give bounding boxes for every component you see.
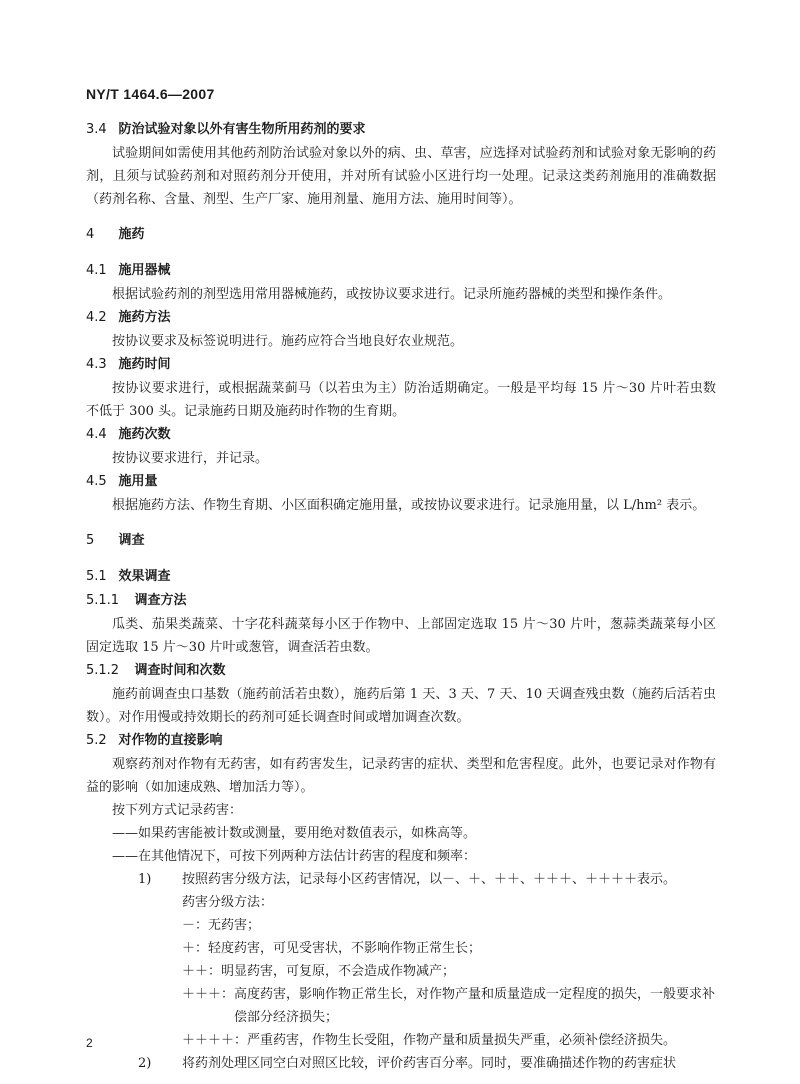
- section-number: 4.3: [86, 357, 107, 372]
- section-number: 4.2: [86, 310, 107, 325]
- grade-row: [182, 983, 716, 1029]
- section-number: 4: [86, 227, 95, 242]
- heading-4: [86, 223, 716, 247]
- heading-4-5: [86, 470, 716, 494]
- section-number: 4.4: [86, 427, 107, 442]
- paragraph-4-5: 根据施药方法、作物生育期、小区面积确定施用量，或按协议要求进行。记录施用量，以 L/hm² 表示。: [112, 498, 706, 513]
- heading-4-1: [86, 259, 716, 283]
- section-number: 5.1.2: [86, 663, 120, 678]
- heading-4-4: [86, 423, 716, 447]
- section-number: 5.2: [86, 733, 107, 748]
- heading-3-4: [86, 118, 716, 142]
- section-number: 5.1: [86, 569, 107, 584]
- dash-item-1: ——如果药害能被计数或测量，要用绝对数值表示，如株高等。: [112, 826, 477, 841]
- grade-symbol: ＋：: [182, 941, 209, 956]
- grade-symbol: ＋＋＋＋：: [182, 1033, 248, 1048]
- paragraph-4-2: 按协议要求及标签说明进行。施药应符合当地良好农业规范。: [112, 334, 464, 349]
- paragraph-4-1: 根据试验药剂的剂型选用常用器械施药，或按协议要求进行。记录所施药器械的类型和操作条件。: [112, 287, 672, 302]
- paragraph-5-1-1: 瓜类、茄果类蔬菜、十字花科蔬菜每小区于作物中、上部固定选取 15 片～30 片叶，葱蒜类蔬菜每小区固定选取 15 片～30 片叶或葱管，调查活若虫数。: [86, 617, 716, 655]
- grade-row: [182, 937, 716, 960]
- section-title: 效果调查: [118, 569, 171, 584]
- grading-list: [86, 914, 716, 1052]
- numbered-item-2: [86, 1052, 716, 1075]
- grade-symbol: ＋＋：: [182, 964, 222, 979]
- paragraph-5-2-2: 按下列方式记录药害：: [112, 803, 243, 818]
- section-number: 3.4: [86, 122, 107, 137]
- heading-5-1-2: [86, 659, 716, 683]
- heading-4-2: [86, 306, 716, 330]
- section-title: 对作物的直接影响: [118, 733, 223, 748]
- grade-symbol: －：: [182, 918, 209, 933]
- section-number: 4.1: [86, 263, 107, 278]
- section-title: 调查: [118, 533, 145, 548]
- grade-row: [182, 960, 716, 983]
- paragraph-3-4: 试验期间如需使用其他药剂防治试验对象以外的病、虫、草害，应选择对试验药剂和试验对象无影响的药剂，且须与试验药剂和对照药剂分开使用，并对所有试验小区进行均一处理。记录这类药剂施用的准确数据（药剂名称、含量、剂型、生产厂家、施用剂量、施用方法、施用时间等）。: [86, 146, 716, 207]
- item-text: 按照药害分级方法，记录每小区药害情况，以－、＋、＋＋、＋＋＋、＋＋＋＋表示。: [182, 872, 677, 887]
- section-title: 施用器械: [118, 263, 171, 278]
- item-number: 2): [138, 1056, 152, 1071]
- section-title: 调查方法: [134, 593, 187, 608]
- section-title: 施药: [118, 227, 145, 242]
- section-title: 调查时间和次数: [134, 663, 226, 678]
- grade-symbol: ＋＋＋：: [182, 987, 235, 1002]
- grade-text: 明显药害，可复原，不会造成作物减产；: [221, 964, 456, 979]
- heading-5-1: [86, 565, 716, 589]
- heading-5-2: [86, 729, 716, 753]
- grade-text: 严重药害，作物生长受阻，作物产量和质量损失严重，必须补偿经济损失。: [247, 1033, 677, 1048]
- standard-code: NY/T 1464.6—2007: [86, 86, 215, 102]
- item-number: 1): [138, 872, 152, 887]
- section-title: 施药方法: [118, 310, 171, 325]
- grading-title: 药害分级方法：: [182, 895, 274, 910]
- section-number: 5: [86, 533, 95, 548]
- grade-row: [182, 914, 716, 937]
- section-title: 施药次数: [118, 427, 171, 442]
- grade-text: 轻度药害，可见受害状，不影响作物正常生长；: [208, 941, 482, 956]
- item-text: 将药剂处理区同空白对照区比较，评价药害百分率。同时，要准确描述作物的药害症状: [182, 1056, 677, 1071]
- grade-row: [182, 1029, 716, 1052]
- page-number: 2: [86, 1036, 93, 1050]
- paragraph-4-3: 按协议要求进行，或根据蔬菜蓟马（以若虫为主）防治适期确定。一般是平均每 15 片～30 片叶若虫数不低于 300 头。记录施药日期及施药时作物的生育期。: [86, 381, 716, 419]
- grade-text: 无药害；: [208, 918, 261, 933]
- paragraph-5-2-1: 观察药剂对作物有无药害，如有药害发生，记录药害的症状、类型和危害程度。此外，也要记录对作物有益的影响（如加速成熟、增加活力等）。: [86, 757, 716, 795]
- heading-5-1-1: [86, 589, 716, 613]
- dash-item-2: ——在其他情况下，可按下列两种方法估计药害的程度和频率：: [112, 849, 477, 864]
- section-title: 施用量: [118, 474, 158, 489]
- main-content: [86, 118, 716, 1075]
- grade-text: 高度药害，影响作物正常生长，对作物产量和质量造成一定程度的损失，一般要求补偿部分经济损失；: [234, 987, 716, 1025]
- heading-4-3: [86, 353, 716, 377]
- section-number: 5.1.1: [86, 593, 120, 608]
- numbered-item-1: [86, 868, 716, 891]
- section-title: 防治试验对象以外有害生物所用药剂的要求: [118, 122, 366, 137]
- heading-5: [86, 529, 716, 553]
- paragraph-4-4: 按协议要求进行，并记录。: [112, 451, 269, 466]
- section-number: 4.5: [86, 474, 107, 489]
- paragraph-5-1-2: 施药前调查虫口基数（施药前活若虫数），施药后第 1 天、3 天、7 天、10 天调查残虫数（施药后活若虫数）。对作用慢或持效期长的药剂可延长调查时间或增加调查次数。: [86, 687, 716, 725]
- section-title: 施药时间: [118, 357, 171, 372]
